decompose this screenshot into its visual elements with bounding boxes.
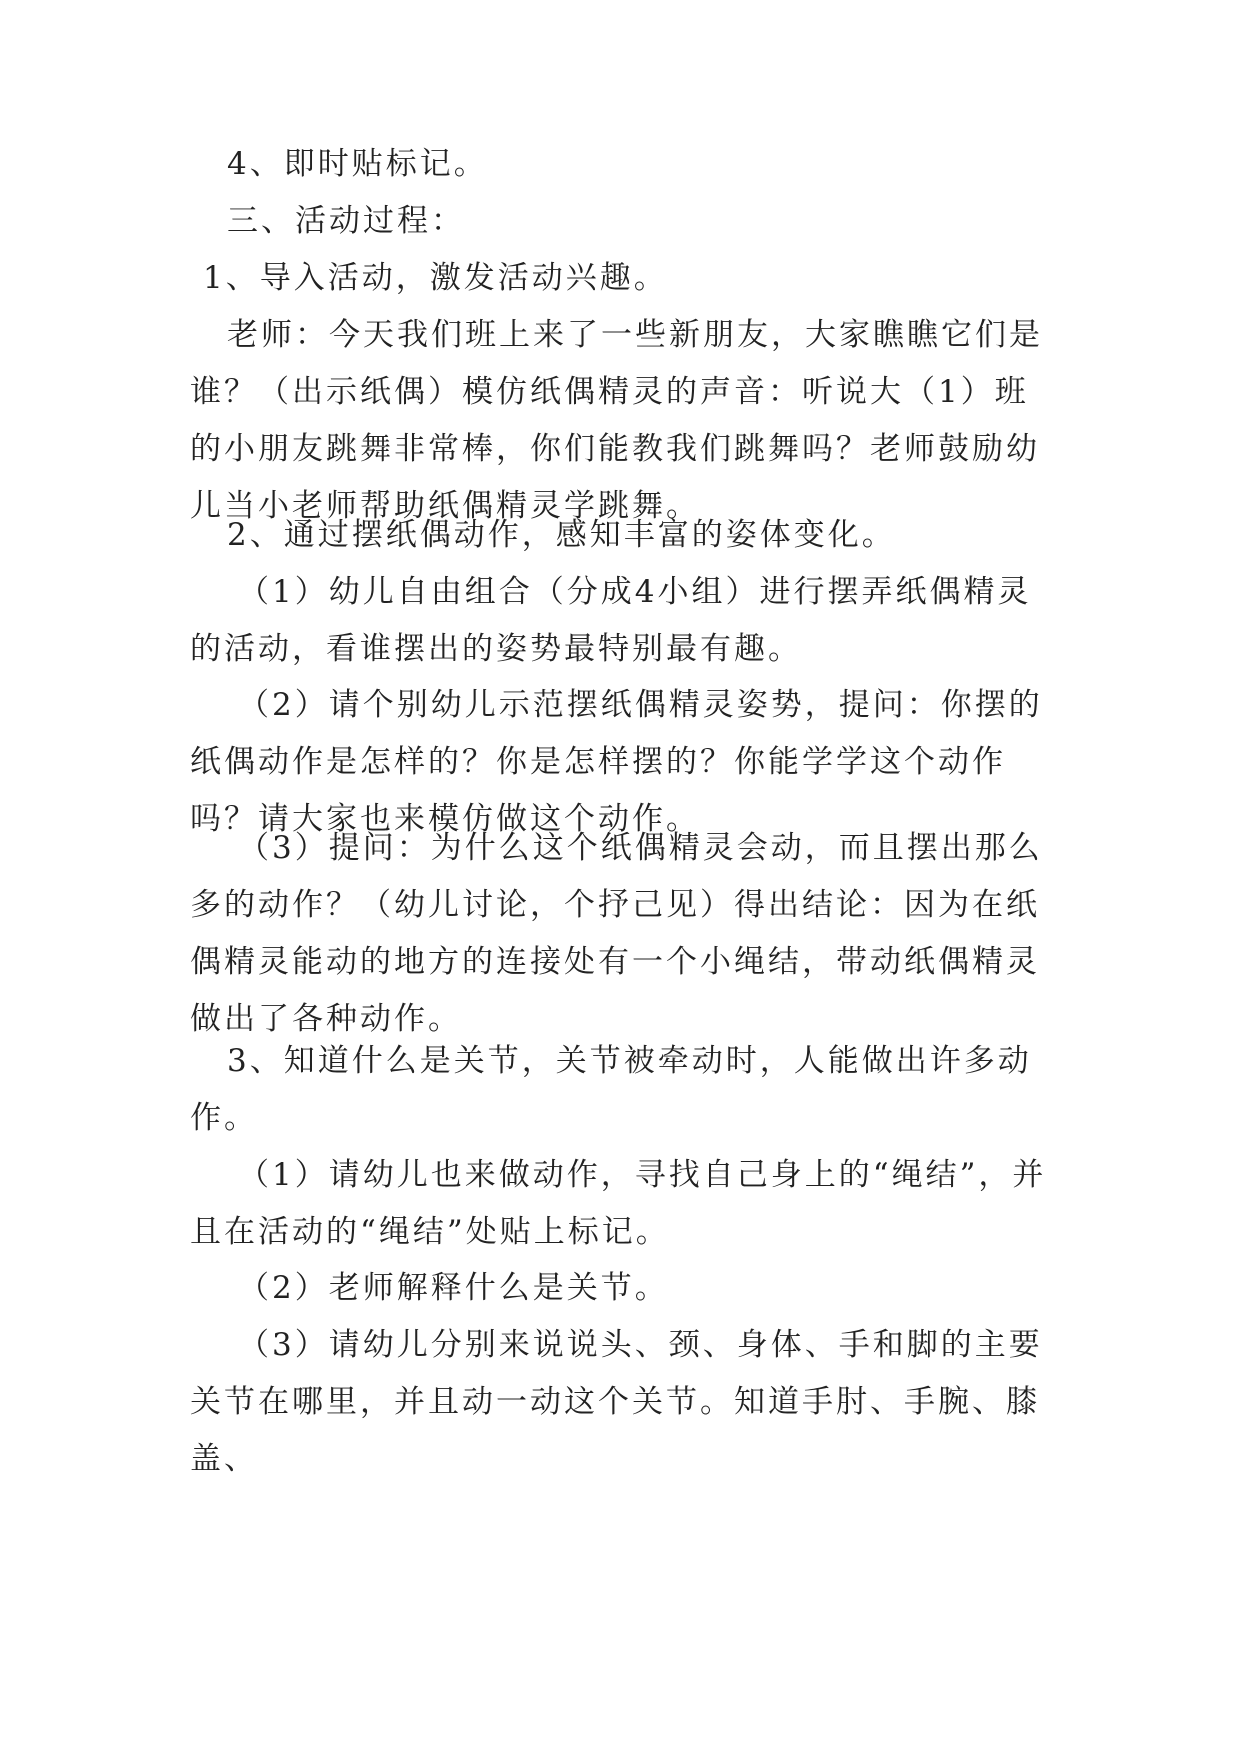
section-heading-activity-process: 三、活动过程： <box>227 203 465 239</box>
paragraph-step-3-1: （1）请幼儿也来做动作，寻找自己身上的“绳结”，并且在活动的“绳结”处贴上标记。 <box>190 1157 1047 1250</box>
paragraph-step-3-2: （2）老师解释什么是关节。 <box>238 1270 669 1306</box>
paragraph-step-3-3: （3）请幼儿分别来说说头、颈、身体、手和脚的主要关节在哪里，并且动一动这个关节。知道手肘、手腕、膝盖、 <box>190 1327 1043 1477</box>
step-heading-2: 2、通过摆纸偶动作，感知丰富的姿体变化。 <box>227 517 896 553</box>
paragraph-step-2-2: （2）请个别幼儿示范摆纸偶精灵姿势，提问：你摆的纸偶动作是怎样的？你是怎样摆的？你能学学这个动作吗？请大家也来模仿做这个动作。 <box>190 687 1043 837</box>
step-heading-1: 1、导入活动，激发活动兴趣。 <box>203 260 668 296</box>
paragraph-materials-item-4: 4、即时贴标记。 <box>227 146 488 182</box>
paragraph-step-2-3: （3）提问：为什么这个纸偶精灵会动，而且摆出那么多的动作？（幼儿讨论，个抒己见）得出结论：因为在纸偶精灵能动的地方的连接处有一个小绳结，带动纸偶精灵做出了各种动作。 <box>190 830 1043 1037</box>
paragraph-teacher-intro: 老师：今天我们班上来了一些新朋友，大家瞧瞧它们是谁？（出示纸偶）模仿纸偶精灵的声音：听说大（1）班的小朋友跳舞非常棒，你们能教我们跳舞吗？老师鼓励幼儿当小老师帮助纸偶精灵学跳舞。 <box>190 317 1043 524</box>
paragraph-step-2-1: （1）幼儿自由组合（分成4小组）进行摆弄纸偶精灵的活动，看谁摆出的姿势最特别最有趣。 <box>190 574 1032 667</box>
step-heading-3: 3、知道什么是关节，关节被牵动时，人能做出许多动作。 <box>190 1043 1032 1136</box>
